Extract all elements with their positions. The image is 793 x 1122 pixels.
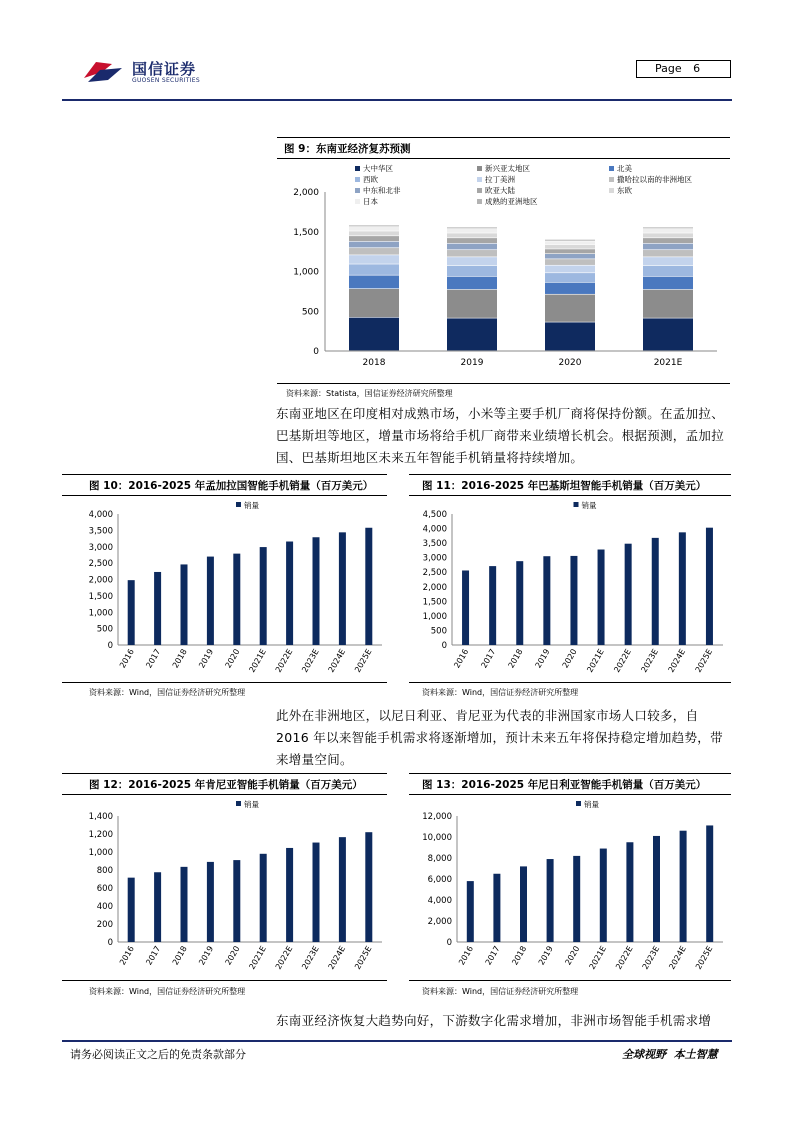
x-tick-label: 2020 [563,944,582,967]
bar [313,843,320,942]
x-tick-label: 2016 [117,944,136,967]
bar [181,564,188,645]
bar [516,561,523,645]
paragraph-3: 东南亚经济恢复大趋势向好，下游数字化需求增加，非洲市场智能手机需求增 [276,1013,712,1028]
x-tick-label: 2023E [640,944,662,972]
stacked-bar-segment [447,238,497,243]
legend-swatch [576,801,581,806]
x-tick-label: 2023E [639,647,660,675]
y-tick-label: 4,500 [422,510,447,520]
y-tick-label: 1,000 [88,848,113,858]
stacked-bar-segment [349,275,399,288]
legend-label: 东欧 [617,186,632,195]
stacked-bar-segment [643,238,693,243]
y-tick-label: 500 [96,624,113,635]
x-tick-label: 2021E [653,358,683,368]
fig10-chart [70,498,390,676]
y-tick-label: 2,500 [422,568,447,579]
x-tick-label: 2021E [587,944,609,972]
bar [233,554,240,645]
stacked-bar-segment [545,249,595,253]
bar [547,859,554,942]
bar [339,532,346,645]
y-tick-label: 2,000 [293,188,319,198]
stacked-bar-segment [447,277,497,290]
legend-swatch [355,188,360,193]
bar [260,854,267,942]
stacked-bar-segment [643,229,693,233]
y-tick-label: 1,000 [422,611,447,622]
y-tick-label: 4,000 [422,524,447,535]
fig10-source: 资料来源：Wind，国信证券经济研究所整理 [89,688,246,697]
fig11-source: 资料来源：Wind，国信证券经济研究所整理 [422,688,579,697]
fig11-title: 图 11：2016-2025 年巴基斯坦智能手机销量（百万美元） [422,480,707,492]
x-tick-label: 2020 [558,358,582,368]
legend-swatch [477,166,482,171]
fig9-source: 资料来源：Statista，国信证券经济研究所整理 [286,389,453,398]
x-tick-label: 2024E [667,944,688,972]
y-tick-label: 2,000 [88,575,113,586]
fig11-chart [409,498,731,676]
x-tick-label: 2019 [197,647,216,670]
stacked-bar-segment [447,250,497,257]
x-tick-label: 2017 [483,944,502,967]
footer-slogan: 全球视野 本土智慧 [622,1048,718,1061]
stacked-bar-segment [349,318,399,351]
legend-label: 销量 [244,800,259,809]
bar [286,848,293,942]
x-tick-label: 2016 [457,944,476,967]
footer-disclaimer: 请务必阅读正文之后的免责条款部分 [70,1048,246,1061]
fig13-bottom-rule [409,980,731,981]
logo-mark-icon [82,56,126,86]
y-tick-label: 1,500 [422,597,447,608]
stacked-bar-segment [545,283,595,294]
stacked-bar-segment [349,242,399,248]
y-tick-label: 1,500 [293,227,319,238]
x-tick-label: 2019 [536,944,555,967]
y-tick-label: 600 [96,884,113,894]
fig12-chart [70,797,390,972]
stacked-bar-segment [545,240,595,241]
y-tick-label: 2,000 [422,582,447,593]
y-tick-label: 1,200 [88,830,113,840]
y-tick-label: 3,000 [88,542,113,553]
stacked-bar-segment [643,277,693,290]
stacked-bar-segment [447,244,497,250]
fig13-title: 图 13：2016-2025 年尼日利亚智能手机销量（百万美元） [422,779,707,791]
stacked-bar-segment [545,259,595,265]
page-label: Page [655,62,682,75]
legend-swatch [236,801,241,806]
x-tick-label: 2018 [170,944,189,967]
fig12-bottom-rule [62,980,387,981]
legend-label: 新兴亚太地区 [485,164,530,173]
legend-label: 西欧 [363,175,378,184]
logo-subtitle: GUOSEN SECURITIES [132,77,201,84]
fig10-title-rule [62,495,387,496]
y-tick-label: 200 [96,920,113,930]
fig10-title: 图 10：2016-2025 年孟加拉国智能手机销量（百万美元） [89,480,374,492]
y-tick-label: 1,000 [293,267,319,278]
y-tick-label: 500 [301,307,319,318]
x-tick-label: 2025E [693,944,715,972]
bar [181,867,188,942]
y-tick-label: 0 [107,641,113,651]
y-tick-label: 1,400 [88,812,113,822]
stacked-bar-segment [349,227,399,231]
legend-label: 撒哈拉以南的非洲地区 [617,175,692,184]
legend-swatch [574,502,579,507]
legend-label: 销量 [581,501,597,510]
bar [570,556,577,645]
stacked-bar-segment [545,245,595,249]
fig9-bottom-rule [277,383,730,384]
x-tick-label: 2016 [117,647,136,670]
bar [462,570,469,645]
y-tick-label: 0 [446,938,452,948]
y-tick-label: 4,000 [88,510,113,520]
y-tick-label: 2,000 [427,917,452,927]
bar [467,881,474,942]
bar [543,556,550,645]
bar [489,566,496,645]
legend-swatch [609,177,614,182]
bar [207,862,214,942]
bar [365,832,372,942]
x-tick-label: 2018 [506,647,525,670]
x-tick-label: 2021E [247,944,268,972]
x-tick-label: 2022E [273,944,295,972]
fig9-title-rule [277,158,730,159]
legend-label: 销量 [244,501,259,510]
y-tick-label: 6,000 [427,875,452,885]
x-tick-label: 2021E [585,647,606,675]
x-tick-label: 2023E [300,944,321,972]
header-rule [62,99,732,101]
stacked-bar-segment [349,236,399,241]
stacked-bar-segment [643,250,693,257]
fig13-top-rule [409,773,731,774]
x-tick-label: 2017 [479,647,498,670]
x-tick-label: 2018 [510,944,529,967]
stacked-bar-segment [545,266,595,273]
y-tick-label: 3,500 [422,539,447,550]
fig13-source: 资料来源：Wind，国信证券经济研究所整理 [422,987,579,996]
x-tick-label: 2025E [353,944,374,972]
legend-swatch [477,188,482,193]
legend-swatch [355,199,360,204]
fig9-title: 图 9：东南亚经济复苏预测 [284,143,411,155]
legend-label: 拉丁美洲 [485,175,515,184]
legend-label: 销量 [584,800,599,809]
y-tick-label: 10,000 [422,833,452,843]
bar [207,557,214,645]
legend-swatch [609,188,614,193]
x-tick-label: 2017 [144,944,163,967]
x-tick-label: 2019 [460,358,484,368]
stacked-bar-segment [643,318,693,350]
x-tick-label: 2020 [560,647,579,670]
stacked-bar-segment [447,233,497,237]
legend-label: 大中华区 [363,164,393,173]
fig10-top-rule [62,474,387,475]
y-tick-label: 3,500 [88,526,113,537]
bar [313,537,320,645]
bar [573,856,580,942]
paragraph-2: 此外在非洲地区，以尼日利亚、肯尼亚为代表的非洲国家市场人口较多，自 2016 年以来智能手机需求将逐渐增加，预计未来五年将保持稳定增加趋势，带来增量空间。 [276,708,723,767]
x-tick-label: 2022E [273,647,295,675]
fig12-source: 资料来源：Wind，国信证券经济研究所整理 [89,987,246,996]
fig9-chart [277,162,730,374]
y-tick-label: 4,000 [427,896,452,906]
y-tick-label: 2,500 [88,559,113,570]
stacked-bar-segment [447,257,497,265]
x-tick-label: 2025E [693,647,715,675]
stacked-bar-segment [545,322,595,350]
bar [154,872,161,942]
bar [600,849,607,942]
bar [680,831,687,942]
y-tick-label: 0 [441,641,447,651]
y-tick-label: 800 [96,866,113,876]
footer-rule [62,1040,732,1042]
fig11-title-rule [409,495,731,496]
stacked-bar-segment [545,241,595,244]
x-tick-label: 2017 [144,647,163,670]
fig11-bottom-rule [409,682,731,683]
legend-label: 北美 [617,164,632,173]
stacked-bar-segment [447,227,497,228]
company-logo [82,56,126,86]
x-tick-label: 2019 [197,944,216,967]
bar [128,580,135,645]
stacked-bar-segment [643,227,693,228]
logo-text: 国信证券 [132,60,197,78]
stacked-bar-segment [643,233,693,237]
stacked-bar-segment [643,266,693,276]
bar [598,550,605,645]
x-tick-label: 2024E [666,647,688,675]
stacked-bar-segment [447,229,497,233]
y-tick-label: 12,000 [422,812,452,822]
bar [520,866,527,942]
x-tick-label: 2024E [326,944,348,972]
bar [365,528,372,645]
y-tick-label: 500 [430,626,447,637]
bar [339,837,346,942]
bar [154,572,161,645]
x-tick-label: 2024E [326,647,348,675]
y-tick-label: 400 [96,902,113,912]
x-tick-label: 2018 [362,358,386,368]
y-tick-label: 1,000 [88,608,113,619]
x-tick-label: 2025E [353,647,374,675]
stacked-bar-segment [447,318,497,350]
fig12-top-rule [62,773,387,774]
x-tick-label: 2019 [533,647,552,670]
stacked-bar-segment [447,266,497,276]
stacked-bar-segment [349,264,399,275]
x-tick-label: 2022E [614,944,635,972]
bar [128,878,135,942]
bar [706,825,713,942]
legend-swatch [355,166,360,171]
bar [233,860,240,942]
legend-label: 中东和北非 [363,186,401,195]
fig13-title-rule [409,794,731,795]
stacked-bar-segment [545,273,595,282]
bar [260,547,267,645]
bar [706,528,713,645]
y-tick-label: 0 [107,938,113,948]
stacked-bar-segment [643,257,693,265]
legend-swatch [609,166,614,171]
legend-swatch [236,502,241,507]
legend-label: 欧亚大陆 [485,186,515,195]
x-tick-label: 2020 [223,647,242,670]
x-tick-label: 2022E [612,647,633,675]
page-indicator [636,60,731,78]
stacked-bar-segment [349,225,399,226]
bar [652,538,659,645]
bar [625,544,632,645]
bar [493,874,500,942]
bar [286,542,293,645]
x-tick-label: 2023E [300,647,321,675]
fig12-title: 图 12：2016-2025 年肯尼亚智能手机销量（百万美元） [89,779,363,791]
bar [626,842,633,942]
y-tick-label: 3,000 [422,553,447,564]
legend-swatch [355,177,360,182]
stacked-bar-segment [349,231,399,235]
legend-swatch [477,177,482,182]
fig10-bottom-rule [62,682,387,683]
x-tick-label: 2016 [452,647,471,670]
stacked-bar-segment [545,254,595,259]
legend-label: 日本 [363,197,378,206]
stacked-bar-segment [349,248,399,255]
bar [653,836,660,942]
stacked-bar-segment [545,295,595,322]
legend-label: 成熟的亚洲地区 [485,197,538,206]
fig9-top-rule [277,137,730,138]
y-tick-label: 1,500 [88,591,113,602]
paragraph-1: 东南亚地区在印度相对成熟市场，小米等主要手机厂商将保持份额。在孟加拉、巴基斯坦等地区，增量市场将给手机厂商带来业绩增长机会。根据预测，孟加拉国、巴基斯坦地区未来五年智能手机销量将持续增加。 [276,406,725,465]
stacked-bar-segment [349,289,399,317]
stacked-bar-segment [643,290,693,318]
stacked-bar-segment [643,244,693,250]
fig12-title-rule [62,794,387,795]
bar [679,532,686,645]
page-number: 6 [693,62,701,75]
fig13-chart [409,797,731,972]
fig11-top-rule [409,474,731,475]
x-tick-label: 2021E [247,647,268,675]
stacked-bar-segment [349,255,399,264]
x-tick-label: 2020 [223,944,242,967]
y-tick-label: 8,000 [427,854,452,864]
legend-swatch [477,199,482,204]
x-tick-label: 2018 [170,647,189,670]
y-tick-label: 0 [313,347,319,357]
stacked-bar-segment [447,290,497,318]
